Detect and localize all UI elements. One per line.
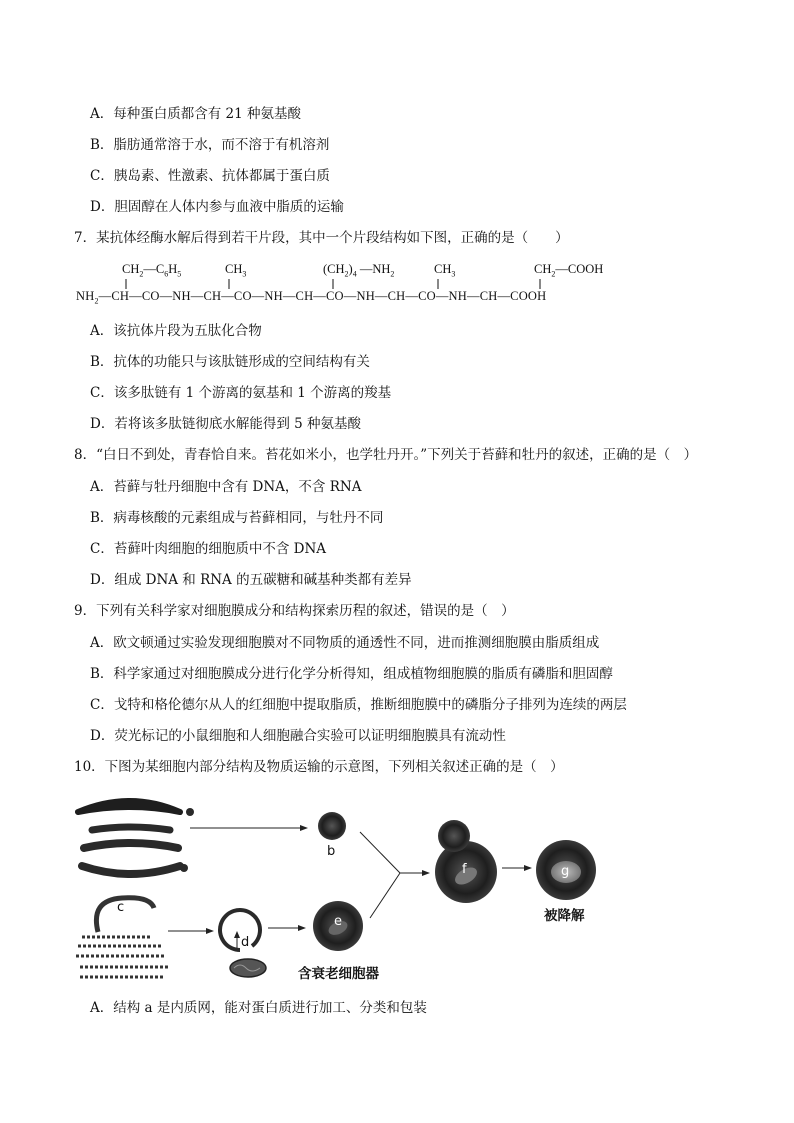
label-a: a [126, 811, 134, 826]
label-d: d [241, 935, 250, 950]
formula-side-chain-5: $CH_2—COOH$ [534, 262, 604, 279]
vesicle-b [318, 812, 346, 840]
q8-option-a: A．苔藓与牡丹细胞中含有 DNA，不含 RNA [90, 479, 362, 495]
label-g: g [561, 864, 570, 879]
q8-option-c: C．苔藓叶肉细胞的细胞质中不含 DNA [90, 541, 327, 557]
caption-degraded: 被降解 [544, 908, 585, 924]
q6-option-d: D．胆固醇在人体内参与血液中脂质的运输 [90, 199, 344, 215]
q6-option-a: A．每种蛋白质都含有 21 种氨基酸 [90, 106, 302, 122]
q9-stem: 9．下列有关科学家对细胞膜成分和结构探索历程的叙述，错误的是（ ） [74, 603, 515, 619]
q10-cell-transport-figure [70, 790, 630, 985]
label-e: e [334, 914, 342, 929]
q9-option-b: B．科学家通过对细胞膜成分进行化学分析得知，组成植物细胞膜的脂质有磷脂和胆固醇 [90, 666, 613, 682]
q9-option-d: D．荧光标记的小鼠细胞和人细胞融合实验可以证明细胞膜具有流动性 [90, 728, 506, 744]
formula-side-chain-3: $(CH_2)_4$ $—NH_2$ [323, 262, 395, 279]
q10-stem: 10．下图为某细胞内部分结构及物质运输的示意图，下列相关叙述正确的是（ ） [74, 759, 564, 775]
q8-option-d: D．组成 DNA 和 RNA 的五碳糖和碱基种类都有差异 [90, 572, 412, 588]
q8-stem: 8．“白日不到处，青春恰自来。苔花如米小，也学牡丹开。”下列关于苔藓和牡丹的叙述，正确的是（ ） [74, 447, 698, 463]
q7-stem: 7．某抗体经酶水解后得到若干片段，其中一个片段结构如下图，正确的是（ ） [74, 230, 569, 246]
formula-side-chain-2: $CH_3$ [225, 262, 247, 279]
golgi-apparatus-structure-a [78, 801, 194, 874]
q9-option-c: C．戈特和格伦德尔从人的红细胞中提取脂质，推断细胞膜中的磷脂分子排列为连续的两层 [90, 697, 627, 713]
q7-option-a: A．该抗体片段为五肽化合物 [90, 323, 262, 339]
label-f: f [462, 862, 467, 877]
formula-main-chain: $NH_2—CH—CO—NH—CH—CO—NH—CH—CO—NH—CH—CO—NH—CH—COOH$ [76, 289, 547, 306]
label-c: c [117, 900, 125, 915]
q7-peptide-formula [76, 262, 636, 310]
label-b: b [327, 844, 336, 859]
q10-option-a: A．结构 a 是内质网，能对蛋白质进行加工、分类和包装 [90, 1000, 427, 1016]
q6-option-b: B．脂肪通常溶于水，而不溶于有机溶剂 [90, 137, 330, 153]
q6-option-c: C．胰岛素、性激素、抗体都属于蛋白质 [90, 168, 330, 184]
formula-side-chain-1: $CH_2—C_6H_5$ [122, 262, 182, 279]
q7-option-b: B．抗体的功能只与该肽链形成的空间结构有关 [90, 354, 370, 370]
q7-option-c: C．该多肽链有 1 个游离的氨基和 1 个游离的羧基 [90, 385, 392, 401]
q8-option-b: B．病毒核酸的元素组成与苔藓相同，与牡丹不同 [90, 510, 384, 526]
figure-drawing [70, 790, 630, 985]
caption-contains-aging-organelles: 含衰老细胞器 [298, 966, 379, 982]
q7-option-d: D．若将该多肽链彻底水解能得到 5 种氨基酸 [90, 416, 361, 432]
q9-option-a: A．欧文顿通过实验发现细胞膜对不同物质的通透性不同，进而推测细胞膜由脂质组成 [90, 635, 600, 651]
formula-side-chain-4: $CH_3$ [434, 262, 456, 279]
